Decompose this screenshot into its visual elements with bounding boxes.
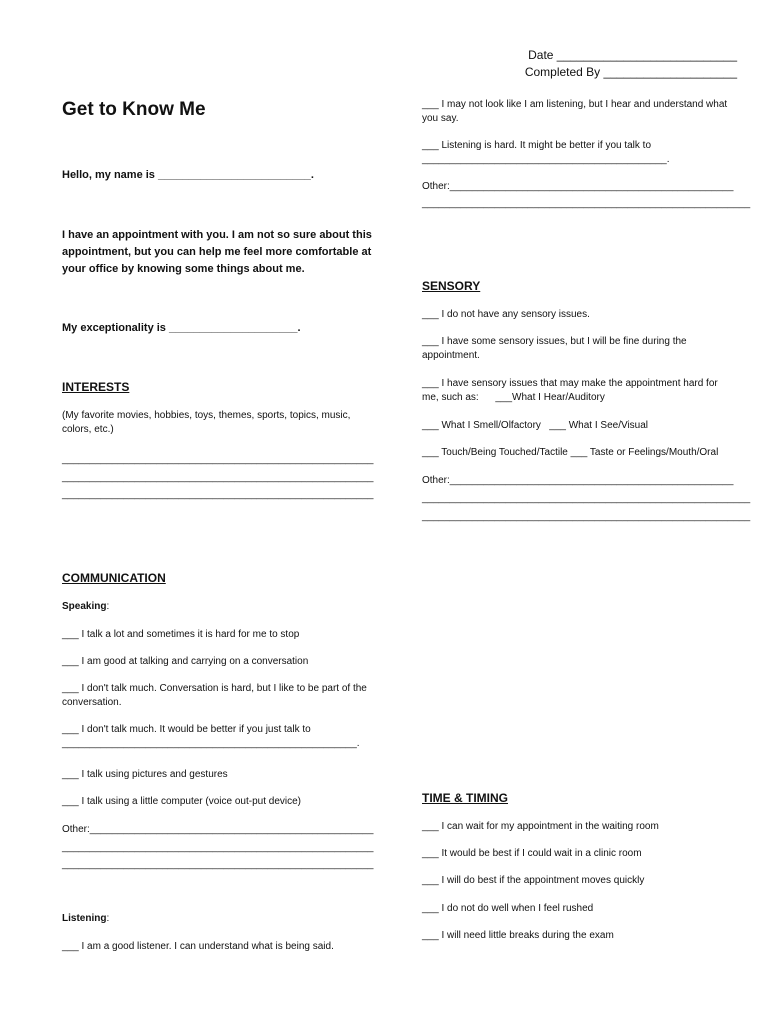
sensory-heading: SENSORY [422,279,481,293]
sensory-option[interactable]: ___ I do not have any sensory issues. [422,309,590,320]
sensory-other-line[interactable]: ___________________________________________________________ [422,511,751,522]
timing-option[interactable]: ___ I will do best if the appointment moves quickly [422,875,645,886]
sensory-option[interactable]: ___ Touch/Being Touched/Tactile ___ Taste or Feelings/Mouth/Oral [422,447,719,458]
page-title: Get to Know Me [62,99,206,120]
speaking-option[interactable]: ___ I talk a lot and sometimes it is hard for me to stop [62,629,300,640]
sensory-option[interactable]: ___ What I Smell/Olfactory ___ What I See/Visual [422,420,649,431]
interests-line[interactable]: ________________________________________________________ [62,454,374,465]
speaking-option[interactable]: ___ I talk using a little computer (voice out-put device) [62,796,302,807]
listening-other-field[interactable]: Other:___________________________________________________ [422,181,734,192]
speaking-option[interactable]: ___ I talk using pictures and gestures [62,769,228,780]
speaking-option[interactable]: ___ I don't talk much. Conversation is hard, but I like to be part of the conversation. [62,683,367,708]
listening-label: Listening [62,913,107,924]
communication-heading: COMMUNICATION [62,571,166,585]
interests-heading: INTERESTS [62,380,130,394]
listening-option[interactable]: ___ I am a good listener. I can understand what is being said. [62,941,334,952]
time-timing-heading: TIME & TIMING [422,791,508,805]
completed-by-field[interactable]: Completed By ____________________ [524,65,737,79]
sensory-other-field[interactable]: Other:___________________________________________________ [422,475,734,486]
interests-description: (My favorite movies, hobbies, toys, themes, sports, topics, music, colors, etc.) [62,410,351,435]
appointment-text: I have an appointment with you. I am not so sure about this appointment, but you can help me feel more comfortable at your office by knowing some things about me. [62,229,372,275]
timing-option[interactable]: ___ It would be best if I could wait in a clinic room [422,848,642,859]
communication-other-line[interactable]: ________________________________________________________ [62,842,374,853]
speaking-label: Speaking [62,601,107,612]
speaking-option[interactable]: ___ I don't talk much. It would be better if you just talk to _____________________________________________________. [62,724,360,749]
timing-option[interactable]: ___ I do not do well when I feel rushed [422,903,594,914]
interests-line[interactable]: ________________________________________________________ [62,489,374,500]
listening-subheading: Listening: [62,913,110,924]
sensory-option[interactable]: ___ I have some sensory issues, but I will be fine during the appointment. [422,336,687,361]
timing-option[interactable]: ___ I will need little breaks during the exam [422,930,614,941]
timing-option[interactable]: ___ I can wait for my appointment in the waiting room [422,821,659,832]
name-field[interactable]: Hello, my name is _________________________. [62,169,314,181]
speaking-subheading: Speaking: [62,601,110,612]
listening-other-line[interactable]: ___________________________________________________________ [422,198,751,209]
exceptionality-field[interactable]: My exceptionality is _____________________. [62,322,301,334]
listening-option[interactable]: ___ I may not look like I am listening, but I hear and understand what you say. [422,99,728,124]
communication-other-line[interactable]: ________________________________________________________ [62,859,374,870]
listening-option[interactable]: ___ Listening is hard. It might be better if you talk to ____________________________________________. [422,140,670,165]
sensory-other-line[interactable]: ___________________________________________________________ [422,493,751,504]
date-field[interactable]: Date ___________________________ [528,48,737,62]
speaking-option[interactable]: ___ I am good at talking and carrying on a conversation [62,656,309,667]
sensory-option[interactable]: ___ I have sensory issues that may make the appointment hard for me, such as: ___What I Hear/Auditory [422,378,721,403]
interests-line[interactable]: ________________________________________________________ [62,472,374,483]
communication-other-field[interactable]: Other:___________________________________________________ [62,824,374,835]
